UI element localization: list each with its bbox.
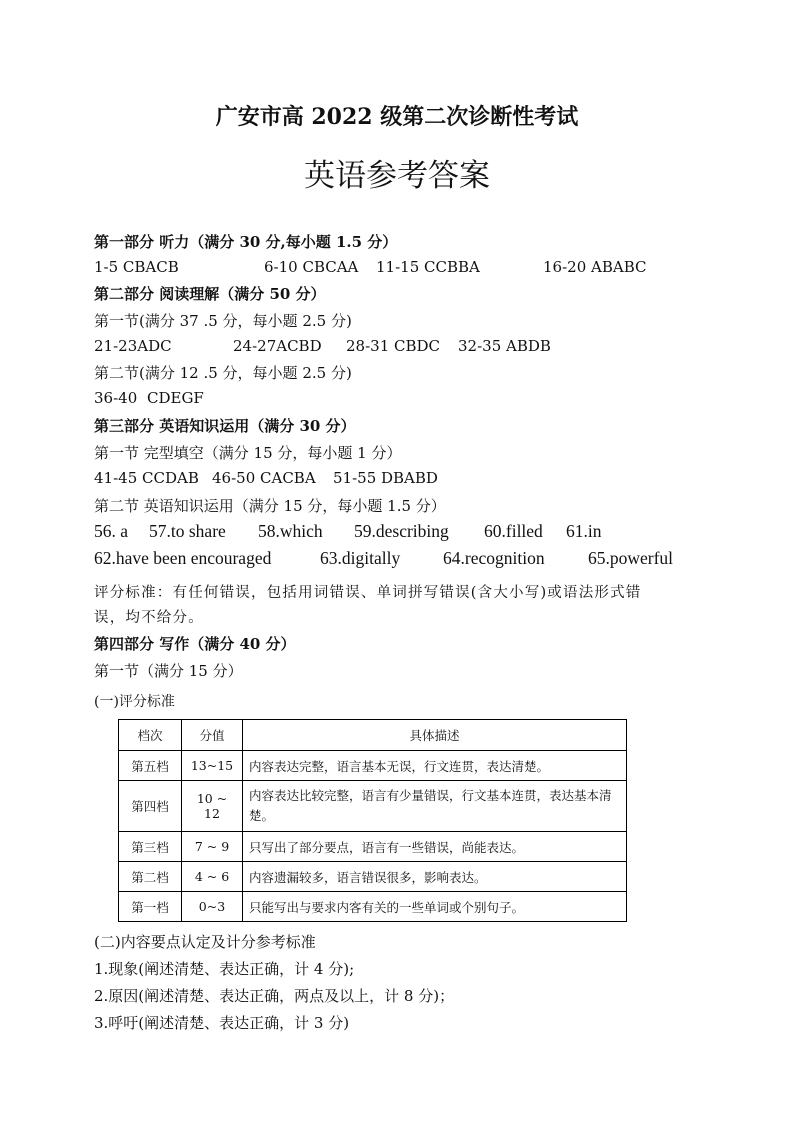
answer-group: 24-27ACBD: [233, 337, 322, 355]
table-cell: 第四档: [119, 781, 182, 832]
table-row: [119, 862, 627, 892]
table-cell: 内容表达完整，语言基本无误，行文连贯，表达清楚。: [243, 751, 627, 781]
table-cell: 只能写出与要求内客有关的一些单词或个别句子。: [243, 892, 627, 922]
table-cell: 第一档: [119, 892, 182, 922]
table-cell: 内容表达比较完整，语言有少量错误，行文基本连贯，表达基本清楚。: [243, 781, 627, 832]
part4-heading: 第四部分 写作（满分 40 分）: [94, 635, 296, 653]
part2-heading: 第二部分 阅读理解（满分 50 分）: [94, 285, 326, 303]
points-label: (二)内容要点认定及计分参考标准: [94, 933, 316, 951]
answer-65: 65.powerful: [588, 548, 674, 568]
answer-63: 63.digitally: [320, 548, 401, 568]
table-row: [119, 751, 627, 781]
answer-group: 51-55 DBABD: [333, 469, 438, 487]
table-row: [119, 832, 627, 862]
answer-59: 59.describing: [354, 521, 449, 541]
scoring-table: [118, 719, 627, 922]
table-row: [119, 781, 627, 832]
table-cell: 7 ~ 9: [182, 832, 243, 862]
answer-58: 58.which: [258, 521, 323, 541]
table-header-cell: 分值: [182, 720, 243, 751]
answer-group: 46-50 CACBA: [212, 469, 316, 487]
exam-title: 广安市高 2022 级第二次诊断性考试: [215, 104, 579, 130]
part2-section2-label: 第二节(满分 12 .5 分，每小题 2.5 分): [94, 364, 352, 382]
part3-heading: 第三部分 英语知识运用（满分 30 分）: [94, 417, 356, 435]
table-row: [119, 892, 627, 922]
answer-group: 28-31 CBDC: [346, 337, 441, 355]
table-cell: 内容遗漏较多，语言错误很多，影响表达。: [243, 862, 627, 892]
answer-64: 64.recognition: [443, 548, 545, 568]
table-cell: 0~3: [182, 892, 243, 922]
answer-56: 56. a: [94, 521, 129, 541]
table-cell: 第三档: [119, 832, 182, 862]
answer-key-title: 英语参考答案: [304, 158, 490, 194]
table-header-cell: 具体描述: [243, 720, 627, 751]
answer-60: 60.filled: [484, 521, 543, 541]
content-point: 2.原因(阐述清楚、表达正确，两点及以上，计 8 分)；: [94, 987, 455, 1005]
answer-57: 57.to share: [149, 521, 226, 541]
answer-group: 16-20 ABABC: [543, 258, 647, 276]
table-header-cell: 档次: [119, 720, 182, 751]
answer-group: 11-15 CCBBA: [376, 258, 480, 276]
answer-group: 41-45 CCDAB: [94, 469, 199, 487]
table-cell: 13~15: [182, 751, 243, 781]
table-cell: 第二档: [119, 862, 182, 892]
table-cell: 4 ~ 6: [182, 862, 243, 892]
content-point: 3.呼吁(阐述清楚、表达正确，计 3 分): [94, 1014, 350, 1032]
table-cell: 第五档: [119, 751, 182, 781]
table-header-row: [119, 720, 627, 751]
answer-62: 62.have been encouraged: [94, 548, 272, 568]
content-point: 1.现象(阐述清楚、表达正确，计 4 分);: [94, 960, 355, 978]
answer-range: 36-40: [94, 389, 138, 407]
answer-letters: CDEGF: [147, 389, 204, 407]
scoring-note: 评分标准：有任何错误，包括用词错误、单词拼写错误(含大小写)或语法形式错: [94, 585, 642, 601]
table-cell: 只写出了部分要点，语言有一些错误，尚能表达。: [243, 832, 627, 862]
part1-heading: 第一部分 听力（满分 30 分,每小题 1.5 分）: [94, 233, 398, 251]
scoring-note-cont: 误，均不给分。: [94, 610, 204, 626]
answer-group: 6-10 CBCAA: [264, 258, 359, 276]
answer-61: 61.in: [566, 521, 602, 541]
criteria-label: (一)评分标准: [94, 694, 175, 710]
part2-section1-label: 第一节(满分 37 .5 分，每小题 2.5 分): [94, 312, 352, 330]
part3-section1-label: 第一节 完型填空（满分 15 分，每小题 1 分）: [94, 444, 402, 462]
answer-group: 1-5 CBACB: [94, 258, 179, 276]
table-cell: 10 ~ 12: [182, 781, 243, 832]
part4-section1-label: 第一节（满分 15 分）: [94, 662, 243, 680]
answer-group: 32-35 ABDB: [458, 337, 551, 355]
answer-group: 21-23ADC: [94, 337, 172, 355]
part3-section2-label: 第二节 英语知识运用（满分 15 分，每小题 1.5 分）: [94, 497, 446, 515]
